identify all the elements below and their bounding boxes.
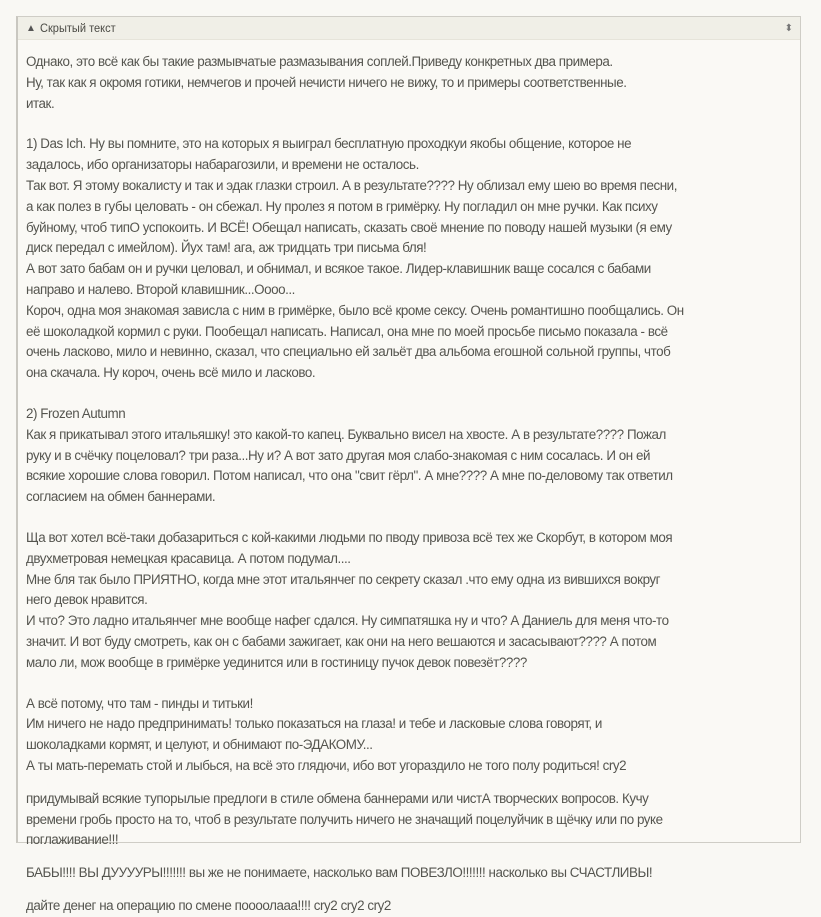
text-line: Мне бля так было ПРИЯТНО, когда мне этот итальянчег по секрету сказал .что ему одна из вившихся вокруг <box>26 571 661 587</box>
text-line: Как я прикатывал этого итальяшку! это какой-то капец. Буквально висел на хвосте. А в результате???? Пожал <box>26 426 666 442</box>
text-line: очень ласково, мило и невинно, сказал, что специально ей зальёт два альбома егошной сольной группы, чтоб <box>26 344 671 360</box>
text-line: Так вот. Я этому вокалисту и так и эдак глазки строил. А в результате???? Ну облизал ему шею во время песни, <box>26 177 677 193</box>
double-arrow-icon[interactable]: ⬍ <box>784 22 792 34</box>
triangle-up-icon: ▲ <box>26 22 36 34</box>
paragraph <box>26 789 792 851</box>
text-line: А ты мать-перемать стой и лыбься, на всё это глядючи, ибо вот угораздило не того полу родиться! cry2 <box>26 757 627 773</box>
text-line: придумывай всякие тупорылые предлоги в стиле обмена баннерами или чистА творческих вопросов. Кучу <box>26 790 649 806</box>
text-line: двухметровая немецкая красавица. А потом подумал.... <box>26 550 351 566</box>
spoiler-block <box>16 16 801 913</box>
paragraph <box>26 134 792 384</box>
paragraph <box>26 694 792 777</box>
text-line: всякие хорошие слова говорил. Потом написал, что она "свит гёрл". А мне???? А мне по-деловому так ответил <box>26 468 673 484</box>
text-line: него девок нравится. <box>26 592 148 608</box>
paragraph <box>26 863 792 884</box>
text-line: а как полез в губы целовать - он сбежал. Ну пролез я потом в гримёрку. Ну погладил он мне ручки. Как психу <box>26 198 658 214</box>
paragraph <box>26 52 792 114</box>
text-line: поглаживание!!! <box>26 832 119 848</box>
text-line: значит. И вот буду смотреть, как он с бабами зажигает, как они на него вешаются и засасывают???? А потом <box>26 633 657 649</box>
spoiler-title: Скрытый текст <box>39 21 116 35</box>
text-line: шоколадками кормят, и целуют, и обнимают по-ЭДАКОМУ... <box>26 737 373 753</box>
text-line: БАБЫ!!!! ВЫ ДУУУУРЫ!!!!!!! вы же не понимаете, насколько вам ПОВЕЗЛО!!!!!!! насколько вы СЧАСТЛИВЫ! <box>26 865 653 881</box>
text-line: И что? Это ладно итальянчег мне вообще нафег сдался. Ну симпатяшка ну и что? А Даниель для меня что-то <box>26 613 669 629</box>
text-line: согласием на обмен баннерами. <box>26 489 216 505</box>
text-line: Короч, одна моя знакомая зависла с ним в гримёрке, было всё кроме сексу. Очень романтишно пообщались. Он <box>26 302 684 318</box>
text-line: буйному, чтоб типО успокоить. И ВСЁ! Обещал написать, сказать своё мнение по поводу нашей музыки (я ему <box>26 219 672 235</box>
paragraph <box>26 404 792 508</box>
text-line: дайте денег на операцию по смене поооолааа!!!! cry2 cry2 cry2 <box>26 897 391 913</box>
text-line: Ща вот хотел всё-таки добазариться с кой-какими людьми по пводу привоза всё тех же Скорбут, в котором моя <box>26 529 673 545</box>
text-line: Однако, это всё как бы такие размывчатые размазывания соплей.Приведу конкретных два примера. <box>26 54 613 69</box>
text-line: А вот зато бабам он и ручки целовал, и обнимал, и всякое такое. Лидер-клавишник ваще сосался с бабами <box>26 261 651 277</box>
text-line: диск передал с имейлом). Йух там! ага, аж тридцать три письма бля! <box>26 240 427 256</box>
text-line: направо и налево. Второй клавишник...Оооо... <box>26 281 295 297</box>
paragraph <box>26 528 792 674</box>
spoiler-content <box>18 40 800 917</box>
text-line: руку и в счёчку поцеловал? три раза...Ну и? А вот зато другая моя слабо-знакомая с ним сосалась. И он ей <box>26 447 651 463</box>
spoiler-header[interactable] <box>18 17 800 40</box>
text-line: времени гробь просто на то, чтоб в результате получить ничего не значащий поцелуйчик в щёчку или по руке <box>26 811 663 827</box>
text-line: мало ли, мож вообще в гримёрке уединится или в гостиницу пучок девок повезёт???? <box>26 654 527 670</box>
text-line: её шоколадкой кормил с руки. Пообещал написать. Написал, она мне по моей просьбе письмо показала - всё <box>26 323 668 339</box>
paragraph <box>26 896 792 917</box>
text-line: задалось, ибо организаторы набарагозили, и времени не осталось. <box>26 157 419 173</box>
text-line: Им ничего не надо предпринимать! только показаться на глаза! и тебе и ласковые слова говорят, и <box>26 716 602 732</box>
text-line: А всё потому, что там - пинды и титьки! <box>26 695 253 711</box>
text-line: 1) Das Ich. Ну вы помните, это на которых я выиграл бесплатную проходкуи якобы общение, которое не <box>26 136 632 152</box>
text-line: итак. <box>26 95 55 111</box>
text-line: 2) Frozen Autumn <box>26 405 126 421</box>
text-line: Ну, так как я окромя готики, немчегов и прочей нечисти ничего не вижу, то и примеры соответственные. <box>26 74 627 90</box>
text-line: она скачала. Ну короч, очень всё мило и ласково. <box>26 365 316 381</box>
